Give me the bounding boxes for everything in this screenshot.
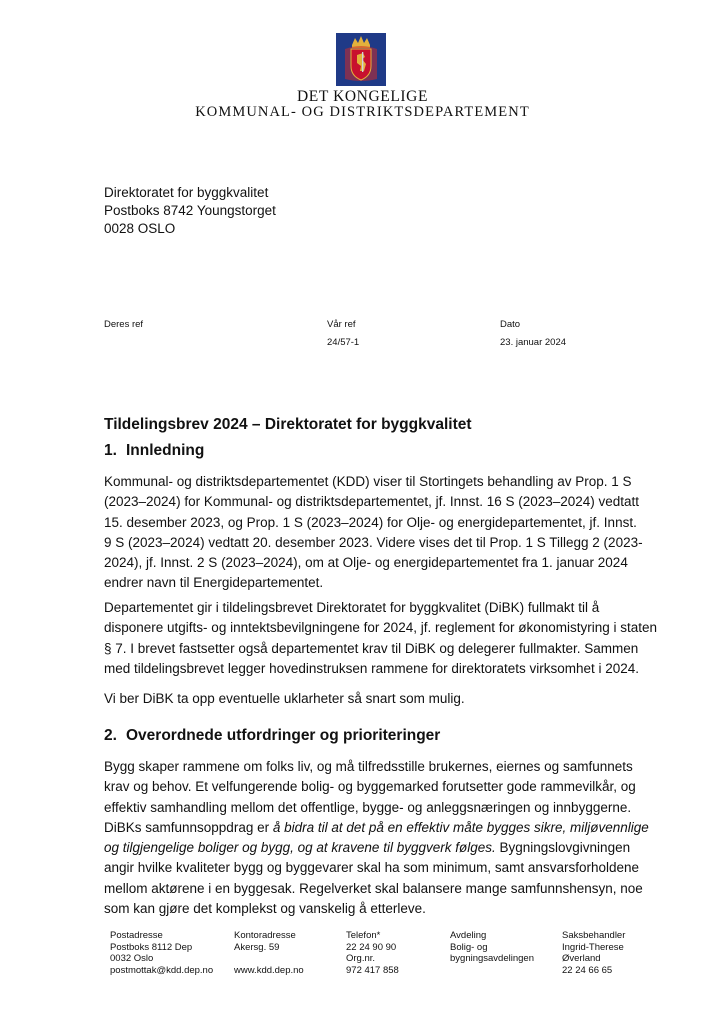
- footer-line: 972 417 858: [346, 964, 399, 976]
- footer-email: postmottak@kdd.dep.no: [110, 964, 214, 976]
- footer-department: [450, 930, 534, 965]
- recipient-line: Postboks 8742 Youngstorget: [104, 203, 276, 218]
- section-2-paragraph: [104, 757, 664, 919]
- text-line: effektiv samhandling mellom det offentlige, bygge- og anleggsnæringen og innbyggerne.: [104, 799, 632, 815]
- footer-line: Postboks 8112 Dep: [110, 941, 193, 953]
- text-line: 15. desember 2023, og Prop. 1 S (2023–2024) for Olje- og energidepartementet, jf. Innst.: [104, 514, 637, 530]
- footer-line: 0032 Oslo: [110, 953, 154, 964]
- footer-line: Akersg. 59: [234, 941, 280, 953]
- footer-office-address: [234, 930, 304, 976]
- footer-phone-org: [346, 930, 399, 976]
- section-1-heading: Innledning: [126, 442, 205, 459]
- recipient-address: [104, 184, 276, 238]
- dato-value: 23. januar 2024: [500, 337, 567, 348]
- footer-line: Telefon*: [346, 930, 381, 941]
- text-line: som kan gjøre det komplekst og vanskelig å etterleve.: [104, 901, 426, 917]
- dato-label: Dato: [500, 319, 521, 330]
- text-line: § 7. I brevet fastsetter også departementet krav til DiBK og delegerer fullmakter. Sammen: [104, 640, 639, 656]
- var-ref-label: Vår ref: [327, 319, 356, 330]
- text-line: (2023–2024) for Kommunal- og distriktsdepartementet, jf. Innst. 16 S (2023–2024) vedtatt: [104, 494, 640, 510]
- footer-line: Saksbehandler: [562, 930, 626, 941]
- letter-title: Tildelingsbrev 2024 – Direktoratet for byggkvalitet: [104, 416, 472, 433]
- text-line: 9 S (2023–2024) vedtatt 20. desember 2023. Videre vises det til Prop. 1 S Tillegg 2 (2023-: [104, 534, 643, 550]
- text-span: DiBKs samfunnsoppdrag er: [104, 819, 273, 835]
- text-line: mellom aktørene i en byggesak. Regelverket skal balansere mange samfunnshensyn, noe: [104, 880, 643, 896]
- footer-line: Kontoradresse: [234, 930, 296, 941]
- text-line: Bygg skaper rammene om folks liv, og må tilfredsstille brukernes, eiernes og samfunnets: [104, 759, 633, 774]
- text-span-italic: å bidra til at det på en effektiv måte bygges sikre, miljøvennlige: [272, 819, 649, 835]
- footer-line: Ingrid-Therese: [562, 941, 624, 953]
- coat-of-arms-logo: [336, 33, 386, 86]
- section-2-heading: Overordnede utfordringer og prioriteringer: [126, 727, 441, 744]
- recipient-line: 0028 OSLO: [104, 221, 176, 236]
- section-2-number: 2.: [104, 727, 117, 744]
- recipient-line: Direktoratet for byggkvalitet: [104, 185, 269, 200]
- text-line: Kommunal- og distriktsdepartementet (KDD) viser til Stortingets behandling av Prop. 1 S: [104, 474, 632, 489]
- footer-line: Avdeling: [450, 930, 487, 941]
- footer-line: Postadresse: [110, 930, 163, 941]
- text-line: angir hvilke kvaliteter bygg og byggevarer skal ha som minimum, samt ansvarsforholdene: [104, 860, 639, 876]
- footer-line: Øverland: [562, 953, 601, 964]
- footer-line: 22 24 66 65: [562, 964, 613, 976]
- section-1-paragraph-3: Vi ber DiBK ta opp eventuelle uklarheter så snart som mulig.: [104, 691, 465, 706]
- var-ref-value: 24/57-1: [327, 337, 360, 348]
- footer-line: 22 24 90 90: [346, 941, 397, 953]
- text-line: med tildelingsbrevet legger hovedinstruksen rammene for direktoratets virksomhet i 2024.: [104, 660, 640, 676]
- text-line: endrer navn til Energidepartementet.: [104, 575, 324, 591]
- section-1-paragraph-2: [104, 598, 664, 679]
- section-1-paragraph-1: [104, 472, 664, 594]
- text-span-italic: og tilgjengelige boliger og bygg, og at kravene til byggverk følges.: [104, 840, 496, 856]
- ministry-name-line1: DET KONGELIGE: [296, 88, 429, 105]
- text-line: disponere utgifts- og inntektsbevilgningene for 2024, jf. reglement for økonomistyring i staten: [104, 620, 658, 636]
- text-line: [104, 838, 664, 858]
- text-line: krav og behov. Et velfungerende bolig- og byggemarked forutsetter gode rammevilkår, og: [104, 779, 636, 795]
- footer-line: bygningsavdelingen: [450, 953, 534, 964]
- text-line: [104, 818, 664, 838]
- ministry-name-line2: KOMMUNAL- OG DISTRIKTSDEPARTEMENT: [195, 104, 530, 120]
- text-span: Bygningslovgivningen: [495, 840, 631, 856]
- text-line: Departementet gir i tildelingsbrevet Direktoratet for byggkvalitet (DiBK) fullmakt til å: [104, 600, 600, 615]
- footer-case-officer: [562, 930, 625, 976]
- footer-postal-address: [110, 930, 213, 976]
- footer-line: [234, 953, 304, 965]
- section-1-number: 1.: [104, 442, 117, 459]
- footer-website: www.kdd.dep.no: [234, 964, 304, 976]
- footer-line: Org.nr.: [346, 953, 376, 964]
- text-line: 2024), jf. Innst. 2 S (2023–2024), om at Olje- og energidepartementet fra 1. januar 2024: [104, 555, 628, 571]
- deres-ref-label: Deres ref: [104, 319, 144, 330]
- footer-line: Bolig- og: [450, 941, 488, 953]
